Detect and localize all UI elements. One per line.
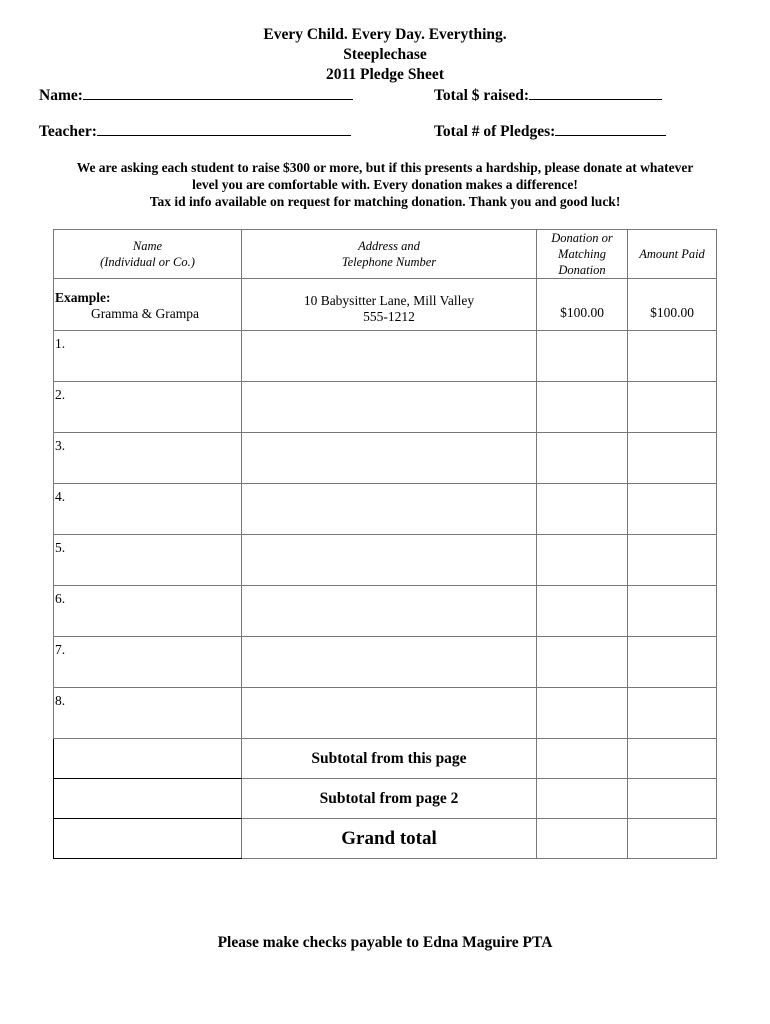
subtotal-page2-label: Subtotal from page 2	[242, 779, 537, 819]
table-row	[54, 484, 717, 535]
header-name	[54, 230, 242, 279]
row-8-name-cell[interactable]	[54, 688, 242, 739]
subtotal-page2-amount-cell[interactable]	[628, 779, 717, 819]
footer-note: Please make checks payable to Edna Maguire PTA	[217, 934, 553, 951]
grand-total-amount-cell[interactable]	[628, 819, 717, 859]
row-number: 8.	[55, 693, 66, 708]
instructions-line-2: level you are comfortable with. Every donation makes a difference!	[192, 177, 578, 192]
row-4-address-cell[interactable]	[242, 484, 537, 535]
row-2-amount-cell[interactable]	[628, 382, 717, 433]
row-4-amount-cell[interactable]	[628, 484, 717, 535]
row-6-amount-cell[interactable]	[628, 586, 717, 637]
header-donation-line-3: Donation	[558, 263, 606, 277]
row-number: 2.	[55, 387, 66, 402]
row-6-name-cell[interactable]	[54, 586, 242, 637]
example-name-cell	[54, 279, 242, 331]
subtotal-page2-row	[54, 779, 717, 819]
header-sheet-name: 2011 Pledge Sheet	[326, 66, 444, 83]
subtotal-page-amount-cell[interactable]	[628, 739, 717, 779]
header-address	[242, 230, 537, 279]
subtotal-page-row	[54, 739, 717, 779]
instructions-line-3: Tax id info available on request for matching donation. Thank you and good luck!	[149, 194, 621, 209]
grand-total-label: Grand total	[242, 819, 537, 859]
total-pledges-label: Total # of Pledges:	[434, 123, 556, 140]
table-header-row	[54, 230, 717, 279]
example-phone: 555-1212	[363, 308, 415, 324]
table-row	[54, 586, 717, 637]
header-amount-paid: Amount Paid	[628, 230, 717, 279]
example-name: Gramma & Grampa	[91, 305, 199, 321]
pledge-table	[53, 229, 717, 859]
header-name-line-1: Name	[132, 239, 163, 253]
example-amount-paid: $100.00	[628, 279, 717, 331]
row-number: 6.	[55, 591, 66, 606]
example-donation: $100.00	[537, 279, 628, 331]
table-row	[54, 637, 717, 688]
instructions-line-1: We are asking each student to raise $300 or more, but if this presents a hardship, please donate at whatever	[76, 160, 694, 175]
table-row	[54, 331, 717, 382]
row-6-address-cell[interactable]	[242, 586, 537, 637]
header-address-line-1: Address and	[358, 239, 420, 253]
teacher-line[interactable]	[97, 121, 351, 136]
header-donation	[537, 230, 628, 279]
row-8-amount-cell[interactable]	[628, 688, 717, 739]
header-donation-line-2: Matching	[558, 247, 606, 261]
row-number: 5.	[55, 540, 66, 555]
instructions	[30, 159, 740, 210]
example-address-cell	[242, 279, 537, 331]
header-title: Every Child. Every Day. Everything.	[263, 26, 507, 43]
row-7-donation-cell[interactable]	[537, 637, 628, 688]
row-number: 4.	[55, 489, 66, 504]
row-5-amount-cell[interactable]	[628, 535, 717, 586]
row-6-donation-cell[interactable]	[537, 586, 628, 637]
row-2-name-cell[interactable]	[54, 382, 242, 433]
header-address-line-2: Telephone Number	[341, 255, 437, 269]
total-pledges-field[interactable]	[434, 121, 666, 141]
grand-total-donation-cell[interactable]	[537, 819, 628, 859]
row-7-amount-cell[interactable]	[628, 637, 717, 688]
row-number: 1.	[55, 336, 66, 351]
table-row	[54, 535, 717, 586]
grand-total-row	[54, 819, 717, 859]
row-8-address-cell[interactable]	[242, 688, 537, 739]
header-name-line-2: (Individual or Co.)	[100, 255, 195, 269]
example-label: Example:	[55, 289, 111, 305]
total-raised-field[interactable]	[434, 85, 662, 105]
row-7-name-cell[interactable]	[54, 637, 242, 688]
subtotal-page2-box[interactable]	[54, 779, 242, 819]
grand-total-box[interactable]	[54, 819, 242, 859]
example-row	[54, 279, 717, 331]
row-3-amount-cell[interactable]	[628, 433, 717, 484]
total-raised-label: Total $ raised:	[434, 87, 530, 104]
row-1-address-cell[interactable]	[242, 331, 537, 382]
total-raised-line[interactable]	[529, 85, 662, 100]
row-3-donation-cell[interactable]	[537, 433, 628, 484]
row-5-donation-cell[interactable]	[537, 535, 628, 586]
name-field[interactable]	[39, 85, 353, 105]
name-label: Name:	[39, 87, 83, 104]
header-event: Steeplechase	[343, 46, 427, 63]
teacher-field[interactable]	[39, 121, 351, 141]
example-address: 10 Babysitter Lane, Mill Valley	[303, 292, 475, 308]
row-4-name-cell[interactable]	[54, 484, 242, 535]
row-2-address-cell[interactable]	[242, 382, 537, 433]
subtotal-page2-donation-cell[interactable]	[537, 779, 628, 819]
subtotal-page-donation-cell[interactable]	[537, 739, 628, 779]
row-7-address-cell[interactable]	[242, 637, 537, 688]
table-row	[54, 688, 717, 739]
row-5-address-cell[interactable]	[242, 535, 537, 586]
table-row	[54, 433, 717, 484]
row-1-amount-cell[interactable]	[628, 331, 717, 382]
name-line[interactable]	[83, 85, 353, 100]
row-1-donation-cell[interactable]	[537, 331, 628, 382]
row-3-name-cell[interactable]	[54, 433, 242, 484]
subtotal-page-box[interactable]	[54, 739, 242, 779]
row-3-address-cell[interactable]	[242, 433, 537, 484]
header-donation-line-1: Donation or	[551, 231, 613, 245]
row-8-donation-cell[interactable]	[537, 688, 628, 739]
table-row	[54, 382, 717, 433]
row-1-name-cell[interactable]	[54, 331, 242, 382]
teacher-label: Teacher:	[39, 123, 97, 140]
row-4-donation-cell[interactable]	[537, 484, 628, 535]
total-pledges-line[interactable]	[555, 121, 666, 136]
row-5-name-cell[interactable]	[54, 535, 242, 586]
subtotal-page-label: Subtotal from this page	[242, 739, 537, 779]
row-number: 3.	[55, 438, 66, 453]
row-2-donation-cell[interactable]	[537, 382, 628, 433]
row-number: 7.	[55, 642, 66, 657]
